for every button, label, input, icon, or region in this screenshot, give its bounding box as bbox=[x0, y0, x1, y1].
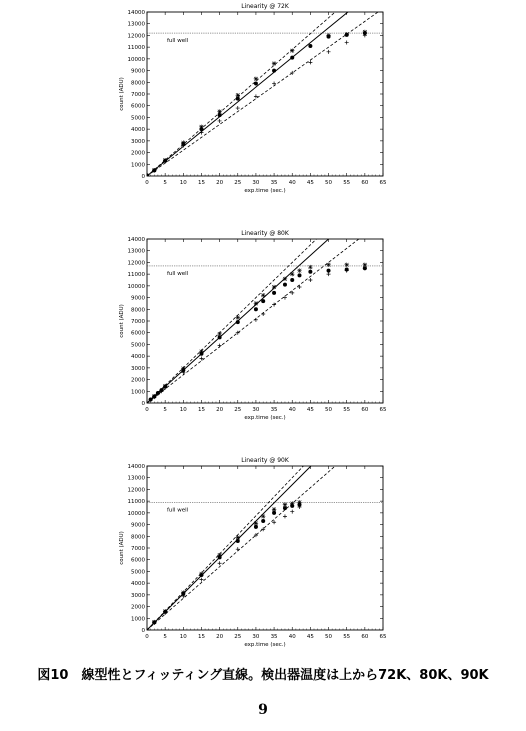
point-circle bbox=[272, 69, 276, 73]
x-tick-label: 25 bbox=[234, 180, 242, 186]
point-star bbox=[363, 263, 367, 267]
point-star bbox=[290, 501, 294, 505]
y-tick-label: 8000 bbox=[131, 534, 145, 541]
y-tick-label: 3000 bbox=[131, 138, 145, 145]
point-star bbox=[163, 609, 167, 613]
y-tick-label: 14000 bbox=[127, 464, 145, 470]
x-tick-label: 50 bbox=[325, 407, 333, 413]
plot-frame bbox=[147, 466, 383, 630]
point-plus bbox=[236, 106, 240, 110]
x-tick-label: 25 bbox=[234, 634, 242, 640]
x-tick-label: 15 bbox=[197, 180, 205, 186]
y-tick-label: 7000 bbox=[131, 546, 145, 552]
point-star bbox=[283, 277, 287, 281]
y-tick-label: 0 bbox=[141, 401, 145, 407]
y-tick-label: 12000 bbox=[127, 260, 145, 267]
x-tick-label: 15 bbox=[197, 407, 205, 413]
point-star bbox=[236, 315, 240, 319]
x-tick-label: 15 bbox=[197, 634, 205, 640]
point-circle bbox=[261, 299, 265, 303]
point-plus bbox=[290, 510, 294, 514]
point-plus bbox=[283, 296, 287, 300]
point-star bbox=[236, 535, 240, 539]
x-tick-label: 40 bbox=[288, 407, 296, 413]
y-tick-label: 11000 bbox=[127, 45, 145, 52]
y-tick-label: 8000 bbox=[131, 307, 145, 314]
y-axis-label: count (ADU) bbox=[119, 531, 125, 565]
point-plus bbox=[218, 561, 222, 565]
y-tick-label: 4000 bbox=[131, 354, 145, 361]
x-tick-label: 20 bbox=[216, 634, 224, 640]
point-star bbox=[181, 140, 185, 144]
point-star bbox=[163, 158, 167, 162]
x-tick-label: 30 bbox=[252, 407, 260, 413]
x-tick-label: 20 bbox=[216, 180, 224, 186]
point-plus bbox=[199, 578, 203, 582]
y-tick-label: 3000 bbox=[131, 592, 145, 599]
y-tick-label: 12000 bbox=[127, 487, 145, 494]
y-tick-label: 1000 bbox=[131, 389, 145, 396]
point-star bbox=[261, 514, 265, 518]
point-plus bbox=[236, 547, 240, 551]
y-tick-label: 8000 bbox=[131, 80, 145, 87]
y-axis-label: count (ADU) bbox=[119, 304, 125, 338]
x-tick-label: 20 bbox=[216, 407, 224, 413]
x-tick-label: 60 bbox=[361, 180, 369, 186]
y-tick-label: 11000 bbox=[127, 499, 145, 506]
y-tick-label: 6000 bbox=[131, 557, 145, 564]
y-tick-label: 5000 bbox=[131, 569, 145, 576]
x-tick-label: 0 bbox=[145, 407, 149, 413]
point-circle bbox=[254, 307, 258, 311]
point-star bbox=[308, 265, 312, 269]
x-tick-label: 45 bbox=[306, 407, 314, 413]
y-tick-label: 4000 bbox=[131, 581, 145, 588]
point-plus bbox=[218, 119, 222, 123]
point-star bbox=[283, 502, 287, 506]
point-star bbox=[163, 384, 167, 388]
y-tick-label: 6000 bbox=[131, 103, 145, 110]
x-tick-label: 35 bbox=[270, 634, 278, 640]
point-plus bbox=[345, 40, 349, 44]
y-tick-label: 5000 bbox=[131, 342, 145, 349]
point-star bbox=[326, 33, 330, 37]
point-circle bbox=[283, 283, 287, 287]
point-star bbox=[152, 620, 156, 624]
fit-line-dashed bbox=[147, 0, 383, 176]
x-tick-label: 65 bbox=[379, 407, 387, 413]
fit-lines bbox=[147, 0, 383, 176]
y-tick-label: 10000 bbox=[127, 510, 145, 517]
y-axis-label: count (ADU) bbox=[119, 77, 125, 111]
chart-title: Linearity @ 90K bbox=[241, 457, 289, 464]
x-tick-label: 45 bbox=[306, 180, 314, 186]
point-plus bbox=[308, 60, 312, 64]
y-tick-label: 2000 bbox=[131, 150, 145, 157]
x-tick-label: 60 bbox=[361, 634, 369, 640]
full-well-label: full well bbox=[166, 507, 189, 514]
y-tick-label: 4000 bbox=[131, 127, 145, 134]
point-circle bbox=[327, 269, 331, 273]
point-star bbox=[152, 394, 156, 398]
chart-title: Linearity @ 80K bbox=[241, 230, 289, 237]
x-tick-label: 5 bbox=[163, 180, 167, 186]
fit-line-dashed bbox=[147, 424, 383, 630]
point-star bbox=[199, 125, 203, 129]
x-tick-label: 50 bbox=[325, 180, 333, 186]
y-tick-label: 10000 bbox=[127, 56, 145, 63]
point-plus bbox=[261, 312, 265, 316]
point-star bbox=[290, 272, 294, 276]
figure-caption: 図10 線型性とフィッティング直線。検出器温度は上から72K、80K、90K bbox=[37, 668, 489, 683]
x-tick-label: 25 bbox=[234, 407, 242, 413]
x-tick-label: 55 bbox=[343, 407, 351, 413]
point-circle bbox=[290, 278, 294, 282]
data-points bbox=[145, 30, 367, 178]
x-tick-label: 5 bbox=[163, 407, 167, 413]
chart-1 bbox=[119, 0, 387, 194]
x-tick-label: 65 bbox=[379, 180, 387, 186]
point-star bbox=[254, 77, 258, 81]
y-tick-label: 0 bbox=[141, 174, 145, 180]
x-tick-label: 0 bbox=[145, 634, 149, 640]
y-tick-label: 2000 bbox=[131, 604, 145, 611]
y-tick-label: 0 bbox=[141, 628, 145, 634]
y-tick-label: 7000 bbox=[131, 319, 145, 325]
point-plus bbox=[218, 344, 222, 348]
point-star bbox=[217, 553, 221, 557]
x-tick-label: 60 bbox=[361, 407, 369, 413]
x-tick-label: 55 bbox=[343, 634, 351, 640]
chart-2 bbox=[119, 175, 387, 421]
y-tick-label: 5000 bbox=[131, 115, 145, 122]
chart-3 bbox=[119, 383, 387, 648]
point-star bbox=[297, 268, 301, 272]
x-tick-label: 35 bbox=[270, 180, 278, 186]
y-tick-label: 6000 bbox=[131, 330, 145, 337]
fit-line-dashed bbox=[147, 220, 383, 403]
y-tick-label: 13000 bbox=[127, 248, 145, 255]
x-tick-label: 65 bbox=[379, 634, 387, 640]
point-star bbox=[326, 263, 330, 267]
x-tick-label: 10 bbox=[179, 407, 187, 413]
point-star bbox=[199, 349, 203, 353]
y-tick-label: 9000 bbox=[131, 522, 145, 529]
point-circle bbox=[272, 291, 276, 295]
point-plus bbox=[308, 278, 312, 282]
full-well-label: full well bbox=[166, 38, 189, 45]
x-tick-label: 40 bbox=[288, 180, 296, 186]
point-circle bbox=[254, 81, 258, 85]
point-star bbox=[272, 507, 276, 511]
point-circle bbox=[297, 273, 301, 277]
point-star bbox=[217, 109, 221, 113]
x-axis-label: exp.time (sec.) bbox=[244, 415, 286, 421]
point-star bbox=[254, 301, 258, 305]
x-tick-label: 35 bbox=[270, 407, 278, 413]
x-tick-label: 5 bbox=[163, 634, 167, 640]
data-points bbox=[149, 263, 367, 402]
x-tick-label: 40 bbox=[288, 634, 296, 640]
x-tick-label: 0 bbox=[145, 180, 149, 186]
point-star bbox=[217, 332, 221, 336]
point-circle bbox=[236, 320, 240, 324]
point-plus bbox=[283, 514, 287, 518]
y-tick-label: 10000 bbox=[127, 283, 145, 290]
point-plus bbox=[327, 272, 331, 276]
y-tick-label: 14000 bbox=[127, 237, 145, 243]
point-star bbox=[344, 263, 348, 267]
y-tick-label: 2000 bbox=[131, 377, 145, 384]
x-tick-label: 10 bbox=[179, 180, 187, 186]
point-star bbox=[290, 48, 294, 52]
point-star bbox=[344, 32, 348, 36]
point-circle bbox=[308, 44, 312, 48]
y-tick-label: 1000 bbox=[131, 162, 145, 169]
y-tick-label: 14000 bbox=[127, 10, 145, 16]
y-tick-label: 1000 bbox=[131, 616, 145, 623]
x-tick-label: 10 bbox=[179, 634, 187, 640]
y-tick-label: 3000 bbox=[131, 365, 145, 372]
point-plus bbox=[199, 131, 203, 135]
point-plus bbox=[254, 318, 258, 322]
point-circle bbox=[308, 270, 312, 274]
chart-title: Linearity @ 72K bbox=[241, 3, 289, 10]
point-star bbox=[363, 30, 367, 34]
point-star bbox=[272, 285, 276, 289]
point-star bbox=[181, 590, 185, 594]
point-star bbox=[272, 61, 276, 65]
y-tick-label: 11000 bbox=[127, 272, 145, 279]
x-tick-label: 30 bbox=[252, 634, 260, 640]
full-well-label: full well bbox=[166, 270, 189, 277]
point-star bbox=[152, 168, 156, 172]
point-star bbox=[199, 572, 203, 576]
x-axis-label: exp.time (sec.) bbox=[244, 642, 286, 648]
y-tick-label: 13000 bbox=[127, 475, 145, 482]
point-plus bbox=[327, 50, 331, 54]
point-star bbox=[261, 293, 265, 297]
y-tick-label: 9000 bbox=[131, 68, 145, 75]
page-number: 9 bbox=[258, 702, 268, 718]
point-star bbox=[236, 93, 240, 97]
x-tick-label: 45 bbox=[306, 634, 314, 640]
x-tick-label: 50 bbox=[325, 634, 333, 640]
y-tick-label: 9000 bbox=[131, 295, 145, 302]
x-tick-label: 55 bbox=[343, 180, 351, 186]
x-axis-label: exp.time (sec.) bbox=[244, 188, 286, 194]
point-star bbox=[181, 366, 185, 370]
point-star bbox=[254, 521, 258, 525]
point-circle bbox=[261, 519, 265, 523]
x-tick-label: 30 bbox=[252, 180, 260, 186]
y-tick-label: 12000 bbox=[127, 33, 145, 40]
point-circle bbox=[290, 56, 294, 60]
fit-line-solid bbox=[147, 0, 383, 176]
y-tick-label: 13000 bbox=[127, 21, 145, 28]
point-star bbox=[297, 500, 301, 504]
y-tick-label: 7000 bbox=[131, 92, 145, 98]
